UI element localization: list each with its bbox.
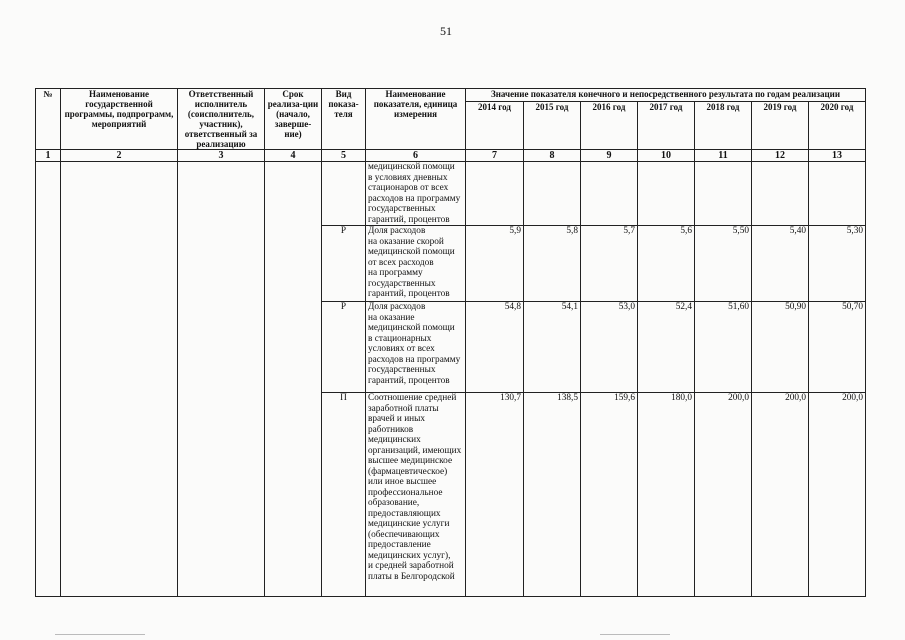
value-cell [638,162,695,226]
value-cell [466,162,524,226]
value-cell [809,162,866,226]
indicator-name: Доля расходов на оказание медицинской помощи в стационарных условиях от всех расходов на программу государственных гарантий, процентов [366,302,466,393]
column-number: 8 [524,150,581,162]
indicator-name: Доля расходов на оказание скорой медицинской помощи от всех расходов на программу государственных гарантий, процентов [366,226,466,302]
column-number: 1 [36,150,61,162]
value-cell: 200,0 [809,393,866,597]
column-number: 9 [581,150,638,162]
column-number: 3 [178,150,265,162]
year-header: 2017 год [638,101,695,149]
cell-term [265,162,322,597]
value-cell: 5,8 [524,226,581,302]
value-cell: 200,0 [752,393,809,597]
value-cell: 54,1 [524,302,581,393]
column-number: 10 [638,150,695,162]
col-kind-header: Вид показа-теля [322,89,366,150]
value-cell [524,162,581,226]
value-cell: 180,0 [638,393,695,597]
cell-program-name [61,162,178,597]
value-cell [581,162,638,226]
year-header: 2016 год [581,101,638,149]
col-indicator-header: Наименование показателя, единица измерения [366,89,466,150]
value-cell [752,162,809,226]
cell-responsible [178,162,265,597]
table-row [36,162,866,226]
value-cell: 53,0 [581,302,638,393]
value-cell: 5,30 [809,226,866,302]
column-number: 13 [809,150,866,162]
cell-no [36,162,61,597]
value-cell: 138,5 [524,393,581,597]
column-number: 6 [366,150,466,162]
value-cell: 5,50 [695,226,752,302]
page-number: 51 [440,24,452,38]
col-responsible-header: Ответственный исполнитель (соисполнитель, участник), ответственный за реализацию [178,89,265,150]
column-number: 2 [61,150,178,162]
year-header: 2020 год [809,101,866,149]
value-cell: 5,9 [466,226,524,302]
indicator-kind [322,162,366,226]
year-header: 2018 год [695,101,752,149]
value-cell: 50,90 [752,302,809,393]
scan-artifact-line [55,634,145,635]
indicator-kind: Р [322,302,366,393]
indicator-kind: П [322,393,366,597]
indicator-name: медицинской помощи в условиях дневных стационаров от всех расходов на программу государственных гарантий, процентов [366,162,466,226]
col-name-header: Наименование государственной программы, подпрограмм, мероприятий [61,89,178,150]
col-term-header: Срок реализа-ции (начало, заверше-ние) [265,89,322,150]
year-header: 2015 год [524,101,581,149]
scan-artifact-line [600,634,670,635]
column-number: 12 [752,150,809,162]
indicator-kind: Р [322,226,366,302]
value-cell [695,162,752,226]
value-cell: 51,60 [695,302,752,393]
indicator-name: Соотношение средней заработной платы врачей и иных работников медицинских организаций, имеющих высшее медицинское (фармацевтическое) или иное высшее профессиональное образование, предоставляющих медицинские услуги (обеспечивающих предоставление медицинских услуг), и средней заработной платы в Белгородской [366,393,466,597]
value-cell: 5,40 [752,226,809,302]
year-header: 2014 год [466,101,524,149]
value-cell: 200,0 [695,393,752,597]
value-cell: 52,4 [638,302,695,393]
column-number: 5 [322,150,366,162]
value-cell: 54,8 [466,302,524,393]
value-cell: 5,7 [581,226,638,302]
value-cell: 130,7 [466,393,524,597]
col-no-header: № [36,89,61,150]
year-header: 2019 год [752,101,809,149]
value-cell: 5,6 [638,226,695,302]
col-values-header: Значение показателя конечного и непосредственного результата по годам реализации [466,89,866,102]
value-cell: 50,70 [809,302,866,393]
column-number: 11 [695,150,752,162]
column-number: 4 [265,150,322,162]
column-number: 7 [466,150,524,162]
indicator-table [35,88,866,597]
value-cell: 159,6 [581,393,638,597]
